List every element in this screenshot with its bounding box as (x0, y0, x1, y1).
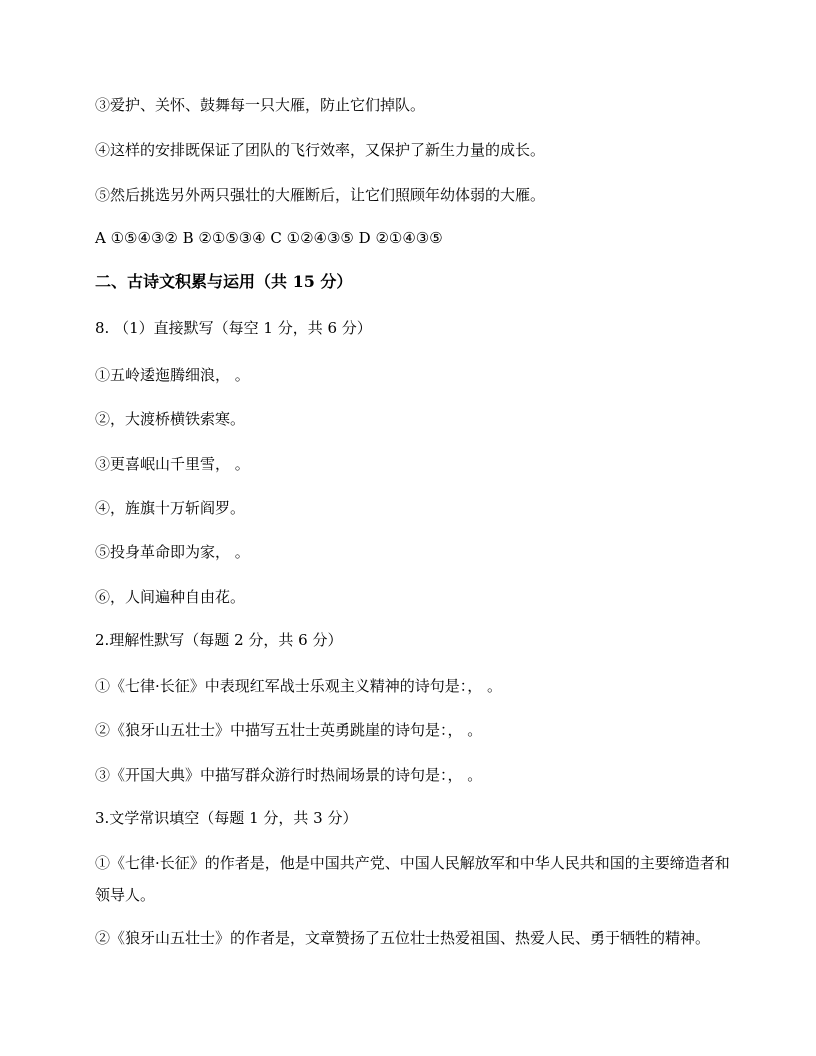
comprehension-item-1: ①《七律·长征》中表现红军战士乐观主义精神的诗句是：， 。 (95, 677, 503, 695)
option-line-5: ⑤然后挑选另外两只强壮的大雁断后，让它们照顾年幼体弱的大雁。 (95, 186, 546, 204)
comprehension-item-3: ③《开国大典》中描写群众游行时热闹场景的诗句是：， 。 (95, 766, 483, 784)
comprehension-item-2: ②《狼牙山五壮士》中描写五壮士英勇跳崖的诗句是：， 。 (95, 721, 483, 739)
question-2-title: 2.理解性默写（每题 2 分，共 6 分） (95, 631, 343, 649)
literature-item-2: ②《狼牙山五壮士》的作者是，文章赞扬了五位壮士热爱祖国、热爱人民、勇于牺牲的精神。 (95, 929, 711, 947)
recitation-item-1: ①五岭逶迤腾细浪， 。 (95, 366, 250, 384)
recitation-item-3: ③更喜岷山千里雪， 。 (95, 455, 250, 473)
option-line-4: ④这样的安排既保证了团队的飞行效率，又保护了新生力量的成长。 (95, 141, 546, 159)
question-8-title: 8. （1）直接默写（每空 1 分，共 6 分） (95, 319, 372, 337)
option-line-3: ③爱护、关怀、鼓舞每一只大雁，防止它们掉队。 (95, 96, 426, 114)
answer-choices: A ①⑤④③② B ②①⑤③④ C ①②④③⑤ D ②①④③⑤ (95, 229, 443, 247)
literature-item-1: ①《七律·长征》的作者是，他是中国共产党、中国人民解放军和中华人民共和国的主要缔造者和领导人。 (95, 854, 730, 904)
recitation-item-5: ⑤投身革命即为家， 。 (95, 543, 250, 561)
recitation-item-6: ⑥，人间遍种自由花。 (95, 588, 246, 606)
recitation-item-2: ②，大渡桥横铁索寒。 (95, 410, 246, 428)
question-3-title: 3.文学常识填空（每题 1 分，共 3 分） (95, 809, 358, 827)
recitation-item-4: ④，旌旗十万斩阎罗。 (95, 499, 246, 517)
section-heading: 二、古诗文积累与运用（共 15 分） (95, 272, 353, 291)
